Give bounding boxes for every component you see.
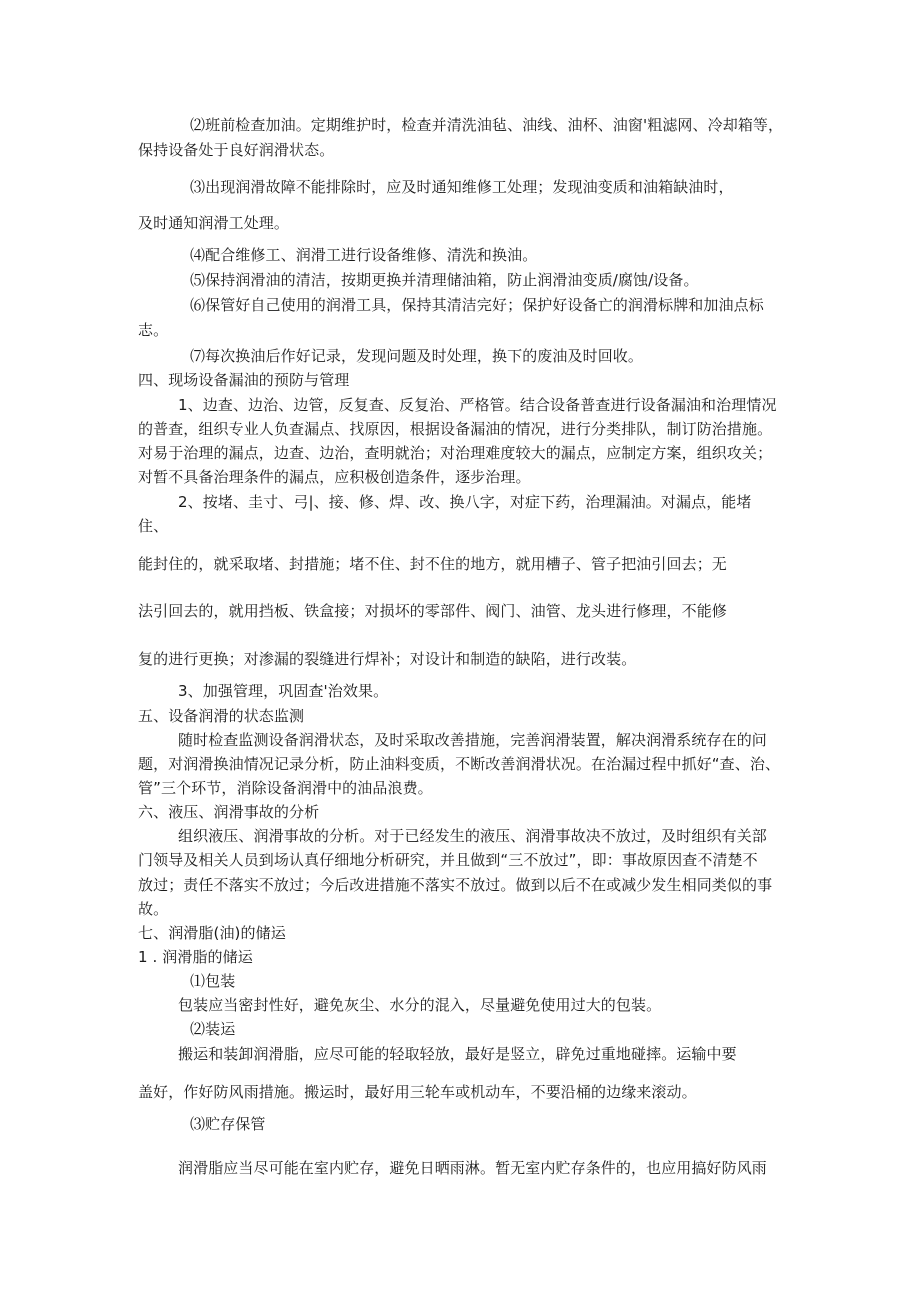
paragraph-line: 放过；责任不落实不放过；今后改进措施不落实不放过。做到以后不在或减少发生相同类似的事 — [138, 876, 773, 894]
section-heading: 六、液压、润滑事故的分析 — [138, 803, 320, 821]
paragraph-line: 2、按堵、圭寸、弓|、接、修、焊、改、换八字，对症下药，治理漏油。对漏点，能堵 — [178, 493, 752, 511]
paragraph-line: ⑶出现润滑故障不能排除时，应及时通知维修工处理；发现油变质和油箱缺油时， — [190, 178, 734, 196]
paragraph-line: ⑺每次换油后作好记录，发现问题及时处理，换下的废油及时回收。 — [190, 347, 644, 365]
paragraph-line: 3、加强管理，巩固查'治效果。 — [178, 682, 389, 700]
paragraph-line: 管”三个环节，消除设备润滑中的油品浪费。 — [138, 779, 433, 797]
subsection-heading: 1 . 润滑脂的储运 — [138, 948, 253, 966]
paragraph-line: 1、边查、边治、边管，反复查、反复治、严格管。结合设备普查进行设备漏油和治理情况 — [178, 396, 777, 414]
item-heading: ⑶贮存保管 — [190, 1115, 266, 1133]
paragraph-line: 组织液压、润滑事故的分析。对于已经发生的液压、润滑事故决不放过，及时组织有关部 — [178, 827, 767, 845]
paragraph-line: 复的进行更换；对渗漏的裂缝进行焊补；对设计和制造的缺陷，进行改装。 — [138, 650, 637, 668]
paragraph-line: 的普查，组织专业人负查漏点、找原因，根据设备漏油的情况，进行分类排队，制订防治措施。 — [138, 420, 773, 438]
paragraph-line: 题，对润滑换油情况记录分析，防止油料变质，不断改善润滑状况。在治漏过程中抓好“查、治、 — [138, 755, 781, 773]
paragraph-line: 包装应当密封性好，避免灰尘、水分的混入，尽量避免使用过大的包装。 — [178, 996, 662, 1014]
paragraph-line: 对暂不具备治理条件的漏点，应积极创造条件，逐步治理。 — [138, 468, 531, 486]
paragraph-line: 故。 — [138, 900, 169, 918]
paragraph-line: 随时检查监测设备润滑状态，及时采取改善措施，完善润滑装置，解决润滑系统存在的问 — [178, 731, 767, 749]
paragraph-line: 对易于治理的漏点，边查、边治，查明就治；对治理难度较大的漏点，应制定方案，组织攻关； — [138, 444, 773, 462]
paragraph-line: 门领导及相关人员到场认真仔细地分析研究，并且做到“三不放过”，即：事故原因查不清楚不 — [138, 851, 758, 869]
paragraph-line: 及时通知润滑工处理。 — [138, 214, 290, 232]
paragraph-line: ⑹保管好自己使用的润滑工具，保持其清洁完好；保护好设备亡的润滑标牌和加油点标 — [190, 296, 764, 314]
item-heading: ⑴包装 — [190, 972, 236, 990]
paragraph-line: 保持设备处于良好润滑状态。 — [138, 141, 335, 159]
item-heading: ⑵装运 — [190, 1020, 236, 1038]
section-heading: 七、润滑脂(油)的储运 — [138, 924, 286, 942]
paragraph-line: 搬运和装卸润滑脂，应尽可能的轻取轻放，最好是竖立，辟免过重地碰摔。运输中要 — [178, 1045, 737, 1063]
paragraph-line: 润滑脂应当尽可能在室内贮存，避免日晒雨淋。暂无室内贮存条件的，也应用搞好防风雨 — [178, 1159, 767, 1177]
paragraph-line: 能封住的，就采取堵、封措施；堵不住、封不住的地方，就用槽子、管子把油引回去；无 — [138, 555, 727, 573]
section-heading: 四、现场设备漏油的预防与管理 — [138, 371, 350, 389]
section-heading: 五、设备润滑的状态监测 — [138, 707, 305, 725]
paragraph-line: 住、 — [138, 517, 169, 535]
paragraph-line: 志。 — [138, 321, 169, 339]
paragraph-line: 法引回去的，就用挡板、铁盒接；对损坏的零部件、阀门、油管、龙头进行修理，不能修 — [138, 602, 727, 620]
paragraph-line: ⑷配合维修工、润滑工进行设备维修、清洗和换油。 — [190, 246, 538, 264]
paragraph-line: ⑵班前检查加油。定期维护时，检查并清洗油毡、油线、油杯、油窗'粗滤网、冷却箱等， — [190, 116, 784, 134]
paragraph-line: 盖好，作好防风雨措施。搬运时，最好用三轮车或机动车，不要沿桶的边缘来滚动。 — [138, 1083, 697, 1101]
paragraph-line: ⑸保持润滑油的清洁，按期更换并清理储油箱，防止润滑油变质/腐蚀/设备。 — [190, 271, 699, 289]
